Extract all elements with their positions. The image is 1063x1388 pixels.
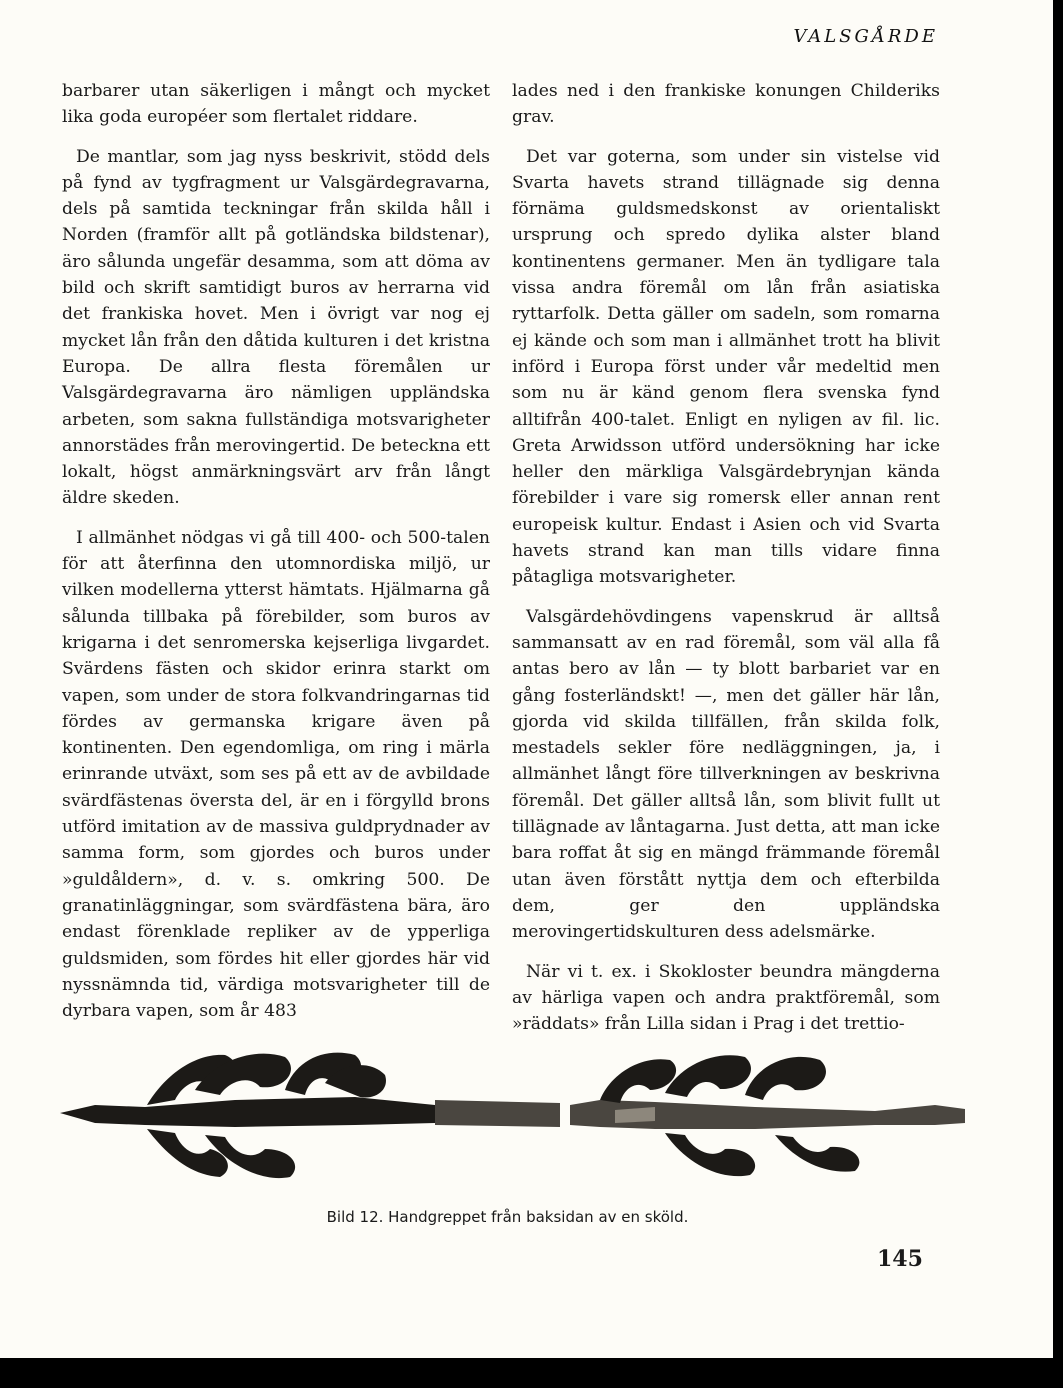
running-header: VALSGÅRDE: [793, 26, 938, 47]
paragraph: barbarer utan säkerligen i mångt och mycket lika goda européer som flertalet riddare.: [62, 81, 490, 128]
paragraph: Det var goterna, som under sin vistelse vid Svarta havets strand tillägnade sig denna förnäma guldsmedskonst av orientaliskt ursprung och spredo dylika alster bland kontinentens germaner. Men än tydligare tala vissa andra föremål om lån från asiatiska ryttarfolk. Detta gäller om sadeln, som romarna ej kände och som man i allmänhet trott ha blivit införd i Europa först under vår medeltid men som nu är känd genom flera svenska fynd alltifrån 400-talet. Enligt en nyligen av fil. lic. Greta Arwidsson utförd undersökning har icke heller den märkliga Valsgärdebrynjan kända förebilder i vare sig romersk eller annan rent europeisk kultur. Endast i Asien och vid Svarta havets strand kan man tills vidare finna påtagliga motsvarigheter.: [512, 146, 940, 588]
grip-left-half: [60, 1053, 560, 1178]
left-text-column: [62, 78, 490, 1037]
paragraph: Valsgärdehövdingens vapenskrud är alltså sammansatt av en rad föremål, som väl alla få antas bero av lån — ty blott barbariet var en gång fosterländskt! —, men det gäller här lån, gjorda vid skilda tillfällen, från skilda folk, mestadels sekler före nedläggningen, ja, i allmänhet långt före tillverkningen av beskrivna föremål. Det gäller alltså lån, som blivit fullt ut tillägnade av låntagarna. Just detta, att man icke bara roffat åt sig en mängd främmande föremål utan även förstått nyttja dem och efterbilda dem, ger den uppländska merovingertidskulturen dess adelsmärke.: [512, 606, 940, 943]
right-text-column: [512, 78, 940, 1050]
paragraph: När vi t. ex. i Skokloster beundra mängderna av härliga vapen och andra praktföremål, som »räddats» från Lilla sidan i Prag i det trettio-: [512, 961, 940, 1035]
paragraph: De mantlar, som jag nyss beskrivit, stödd dels på fynd av tygfragment ur Valsgärdegravarna, dels på samtida teckningar från skilda håll i Norden (framför allt på gotländska bildstenar), äro sålunda ungefär desamma, som att döma av bild och skrift samtidigt buros av herrarna vid det frankiska hovet. Men i övrigt var nog ej mycket lån från den dåtida kulturen i det kristna Europa. De allra flesta föremålen ur Valsgärdegravarna äro nämligen uppländska arbeten, som sakna fullständiga motsvarigheter annorstädes från merovingertid. De beteckna ett lokalt, högst anmärkningsvärt arv från långt äldre skeden.: [62, 146, 490, 509]
paragraph: lades ned i den frankiske konungen Childeriks grav.: [512, 81, 940, 128]
grip-right-half: [570, 1055, 965, 1176]
shield-grip-photo: [55, 1045, 970, 1195]
paragraph: I allmänhet nödgas vi gå till 400- och 500-talen för att återfinna den utomnordiska miljö, ur vilken modellerna ytterst hämtats. Hjälmarna gå sålunda tillbaka på förebilder, som buros av krigarna i det senromerska kejserliga livgardet. Svärdens fästen och skidor erinra starkt om vapen, som under de stora folkvandringarnas tid fördes av germanska krigare även på kontinenten. Den egendomliga, om ring i märla erinrande utväxt, som ses på ett av de avbildade svärdfästenas översta del, är en i förgylld brons utförd imitation av de massiva guldprydnader av samma form, som gjordes och buros under »guldåldern», d. v. s. omkring 500. De granatinläggningar, som svärdfästena bära, äro endast förenklade repliker av de ypperliga guldsmiden, som fördes hit eller gjordes här vid nyssnämnda tid, värdiga motsvarigheter till de dyrbara vapen, som år 483: [62, 527, 490, 1022]
page-edge-bottom: [0, 1358, 1063, 1388]
page-edge-right: [1053, 0, 1063, 1388]
page-number: 145: [877, 1246, 923, 1272]
figure-caption: Bild 12. Handgreppet från baksidan av en sköld.: [326, 1208, 689, 1226]
